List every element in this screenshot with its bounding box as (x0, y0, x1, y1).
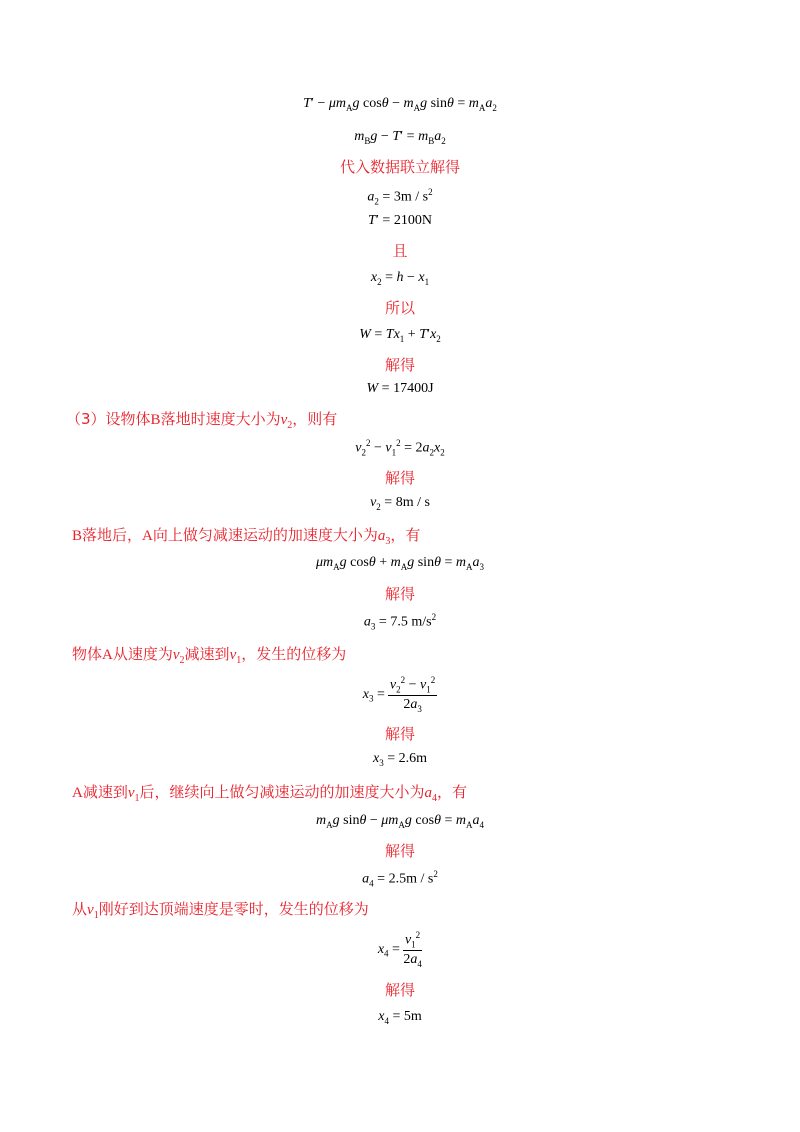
pC-3: 后，继续向上做匀减速运动的加速度大小为 (139, 783, 425, 801)
label-solve-2: 解得 (384, 469, 415, 487)
label-and: 且 (392, 242, 408, 260)
p3-end: ，则有 (292, 410, 338, 428)
equation-tension-A: $T' - \mu m_Ag$ $\cos\theta - m_Ag$ $\sin\theta = m_Aa_2$ (303, 96, 497, 113)
pA-3: 从速度为 (112, 645, 173, 663)
result-x4-value: 5m (403, 1009, 422, 1024)
equation-work: $W = Tx_1 + T'x_2$ (359, 327, 441, 344)
equation-x3: $x_3$ = $\frac{v_2^2 - v_1^2}{2a_3}$ (362, 675, 436, 715)
result-x3-value: 2.6m (398, 751, 427, 766)
pB-end: ，有 (390, 526, 421, 544)
paragraph-A-decel (72, 643, 346, 666)
result-work-value: 17400J (393, 381, 434, 396)
result-a4: $a_4 = 2.5m / s^2$ (362, 869, 438, 889)
equation-tension-B: $m_Bg - T' = m_Ba_2$ (354, 129, 446, 146)
pC-end: ，有 (437, 783, 468, 801)
result-a3: $a_3 = 7.5$ $m/s^2$ (363, 612, 437, 632)
equation-x4: $x_4$ = $\frac{v_1^2}{2a_4}$ (377, 930, 422, 970)
pC-a: a (424, 785, 433, 801)
result-x3: $x_3 = 2.6m$ (372, 751, 427, 768)
p3-prefix: （3）设物体 (66, 410, 151, 428)
pB-2: 落地后， (82, 526, 143, 544)
label-substitute-solve: 代入数据联立解得 (339, 158, 460, 176)
fraction-x4: $\frac{v_1^2}{2a_4}$ (403, 930, 422, 970)
pC-v1: v (127, 785, 135, 801)
pD-end: 刚好到达顶端速度是零时，发生的位移为 (98, 900, 369, 918)
label-solve-1: 解得 (384, 356, 415, 374)
pB-1: B (72, 528, 83, 544)
pA-1: 物体 (72, 645, 103, 663)
pB-a-sub: 3 (385, 536, 391, 547)
pD-v1: v (87, 902, 94, 918)
paragraph-to-top (72, 898, 369, 921)
pA-v2-sub: 2 (179, 655, 185, 666)
result-T-prime: T′ = 2100N (368, 213, 432, 228)
equation-x2: $x_2 = h - x_1$ (370, 270, 430, 287)
pD-v1-sub: 1 (93, 910, 99, 921)
pD-1: 从 (72, 900, 88, 918)
pA-2: A (102, 647, 113, 663)
pC-v1-sub: 1 (134, 793, 140, 804)
pC-a-sub: 4 (432, 793, 438, 804)
result-v2: $v_2 = 8m / s$ (370, 495, 430, 512)
result-a2-value: 3m / s (393, 189, 429, 205)
pB-4: 向上做匀减速运动的加速度大小为 (152, 526, 378, 544)
p3-v-sub: 2 (287, 420, 293, 431)
label-therefore: 所以 (384, 299, 415, 317)
pA-v2: v (172, 647, 180, 663)
pA-end: ，发生的位移为 (241, 645, 347, 663)
pC-1: A (72, 785, 83, 801)
pB-a: a (377, 528, 386, 544)
result-v2-value: 8m / s (395, 495, 430, 510)
pC-2: 减速到 (82, 783, 128, 801)
equation-kinematics-v2: $v_2^2 - v_1^2 = 2a_2x_2$ (355, 438, 445, 458)
pA-v1: v (229, 647, 237, 663)
result-a3-value: 7.5 m/s (390, 614, 432, 630)
result-x4: $x_4 = 5m$ (378, 1009, 422, 1026)
paragraph-B-lands (72, 524, 420, 547)
pA-v1-sub: 1 (236, 655, 242, 666)
p3-mid: 落地时速度大小为 (160, 410, 281, 428)
p3-v: v (280, 412, 288, 428)
fraction-x3: $\frac{v_2^2 - v_1^2}{2a_3}$ (389, 675, 436, 715)
label-solve-6: 解得 (384, 981, 415, 999)
label-solve-4: 解得 (384, 725, 415, 743)
paragraph-A-continue (72, 781, 467, 804)
result-a4-value: 2.5m / s (388, 871, 434, 887)
p3-B: B (150, 412, 161, 428)
pB-3: A (142, 528, 153, 544)
pA-4: 减速到 (184, 645, 230, 663)
result-work: W = 17400J (366, 381, 434, 396)
equation-decel-a4: $m_Ag$ $\sin\theta - \mu m_Ag$ $\cos\theta = m_Aa_4$ (316, 813, 484, 830)
result-a2: $a_2 = 3m / s^2$ (367, 187, 433, 207)
result-T-prime-value: 2100N (393, 213, 432, 228)
label-solve-3: 解得 (384, 585, 415, 603)
equation-decel-a3: $\mu m_Ag$ $\cos\theta + m_Ag$ $\sin\theta = m_Aa_3$ (316, 555, 484, 572)
paragraph-part3 (66, 408, 337, 431)
label-solve-5: 解得 (384, 842, 415, 860)
